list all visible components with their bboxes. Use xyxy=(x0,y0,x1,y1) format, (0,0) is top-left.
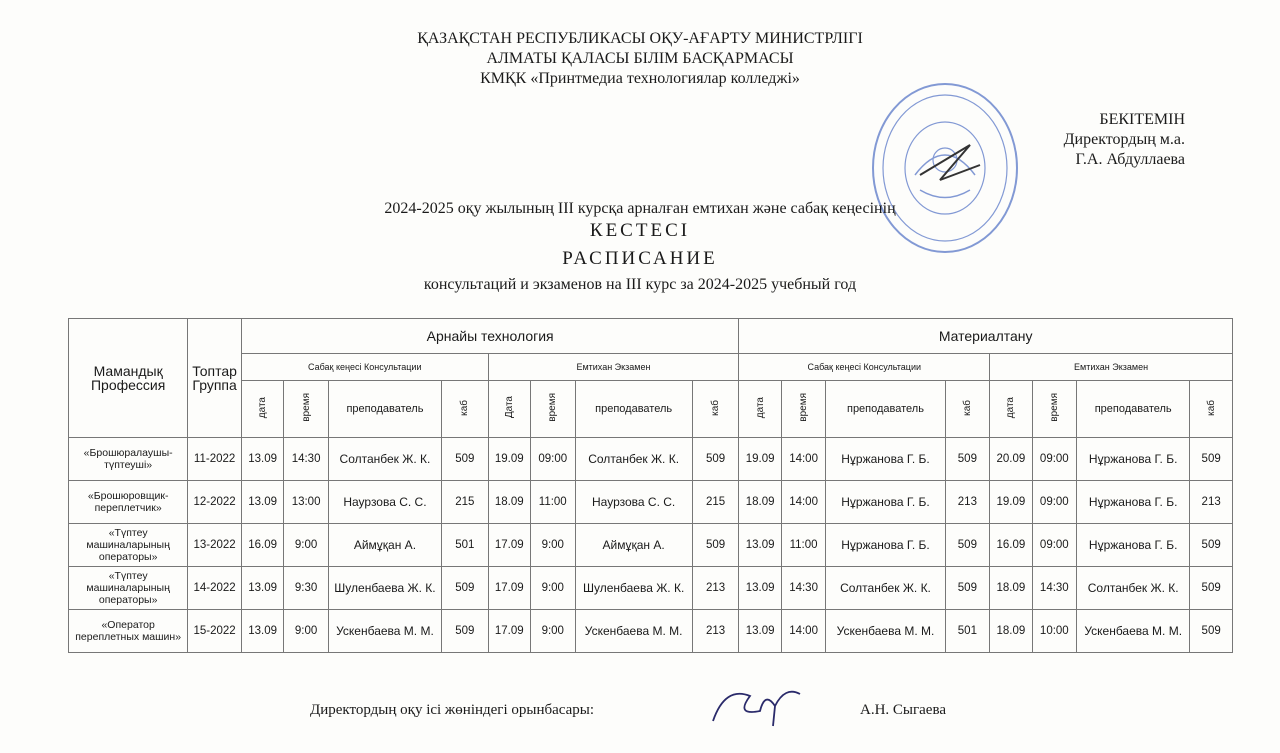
schedule-table xyxy=(68,318,1233,653)
approval-name: Г.А. Абдуллаева xyxy=(1075,151,1185,168)
table-cell: 509 xyxy=(945,524,989,567)
column-header: преподаватель xyxy=(328,381,441,438)
table-cell: «Брошюралаушы-түптеуші» xyxy=(69,438,188,481)
table-cell: Наурзова С. С. xyxy=(575,481,692,524)
column-header: время xyxy=(1032,381,1076,438)
table-cell: 509 xyxy=(442,610,489,653)
table-cell: 11-2022 xyxy=(188,438,242,481)
column-header: дата xyxy=(241,381,283,438)
table-cell: 09:00 xyxy=(1032,481,1076,524)
table-row xyxy=(69,567,1233,610)
table-cell: Шуленбаева Ж. К. xyxy=(328,567,441,610)
table-cell: Нұржанова Г. Б. xyxy=(826,438,945,481)
table-cell: 501 xyxy=(442,524,489,567)
table-cell: 509 xyxy=(442,438,489,481)
table-cell: 14:00 xyxy=(781,481,825,524)
table-cell: 13:00 xyxy=(284,481,328,524)
approval-position: Директордың м.а. xyxy=(1063,131,1185,148)
title-ru-line: консультаций и экзаменов на III курс за 2024-2025 учебный год xyxy=(423,276,857,293)
group-header: Топтар Группа xyxy=(188,319,242,438)
table-cell: 14:30 xyxy=(284,438,328,481)
table-cell: 18.09 xyxy=(488,481,530,524)
table-cell: 14:00 xyxy=(781,610,825,653)
title-ru-word: РАСПИСАНИЕ xyxy=(562,248,718,269)
table-cell: Аймұқан А. xyxy=(575,524,692,567)
table-cell: 12-2022 xyxy=(188,481,242,524)
department-line: АЛМАТЫ ҚАЛАСЫ БІЛІМ БАСҚАРМАСЫ xyxy=(486,50,794,67)
table-cell: Нұржанова Г. Б. xyxy=(826,524,945,567)
table-cell: 213 xyxy=(692,610,739,653)
table-cell: 213 xyxy=(945,481,989,524)
column-header: дата xyxy=(990,381,1032,438)
table-cell: Нұржанова Г. Б. xyxy=(1077,438,1190,481)
table-cell: 13.09 xyxy=(739,610,781,653)
table-cell: Аймұқан А. xyxy=(328,524,441,567)
table-cell: 14:30 xyxy=(1032,567,1076,610)
table-cell: 15-2022 xyxy=(188,610,242,653)
table-row xyxy=(69,610,1233,653)
table-cell: 14:30 xyxy=(781,567,825,610)
table-cell: 13.09 xyxy=(241,567,283,610)
table-cell: Нұржанова Г. Б. xyxy=(1077,524,1190,567)
table-cell: 16.09 xyxy=(241,524,283,567)
table-cell: «Оператор переплетных машин» xyxy=(69,610,188,653)
table-cell: 16.09 xyxy=(990,524,1032,567)
table-row xyxy=(69,438,1233,481)
table-cell: «Түптеу машиналарының операторы» xyxy=(69,567,188,610)
column-header: каб xyxy=(945,381,989,438)
table-cell: 13.09 xyxy=(241,438,283,481)
table-cell: 509 xyxy=(1190,438,1233,481)
column-header: преподаватель xyxy=(1077,381,1190,438)
table-cell: 509 xyxy=(1190,567,1233,610)
table-cell: Нұржанова Г. Б. xyxy=(826,481,945,524)
table-cell: 13-2022 xyxy=(188,524,242,567)
column-header: Дата xyxy=(488,381,530,438)
table-cell: 13.09 xyxy=(241,481,283,524)
table-cell: 509 xyxy=(1190,524,1233,567)
subject-header: Материалтану xyxy=(739,319,1233,354)
table-cell: 509 xyxy=(1190,610,1233,653)
table-cell: 509 xyxy=(945,567,989,610)
column-header: дата xyxy=(739,381,781,438)
table-cell: 9:00 xyxy=(531,524,575,567)
table-cell: 17.09 xyxy=(488,524,530,567)
column-header: каб xyxy=(442,381,489,438)
table-cell: 17.09 xyxy=(488,610,530,653)
table-cell: 9:00 xyxy=(284,524,328,567)
table-cell: Ускенбаева М. М. xyxy=(1077,610,1190,653)
table-cell: 509 xyxy=(442,567,489,610)
approval-block xyxy=(925,110,1185,170)
column-header: время xyxy=(781,381,825,438)
table-cell: 215 xyxy=(692,481,739,524)
table-cell: Нұржанова Г. Б. xyxy=(1077,481,1190,524)
column-header: время xyxy=(284,381,328,438)
table-cell: 09:00 xyxy=(1032,438,1076,481)
table-cell: 9:30 xyxy=(284,567,328,610)
deputy-name: А.Н. Сыгаева xyxy=(860,702,947,718)
table-cell: 13.09 xyxy=(241,610,283,653)
approval-title: БЕКІТЕМІН xyxy=(1099,111,1185,128)
deputy-position: Директордың оқу ісі жөніндегі орынбасары: xyxy=(310,702,595,718)
table-cell: 19.09 xyxy=(739,438,781,481)
column-header: преподаватель xyxy=(826,381,945,438)
ministry-line: ҚАЗАҚСТАН РЕСПУБЛИКАСЫ ОҚУ-АҒАРТУ МИНИСТРЛІГІ xyxy=(417,30,863,47)
table-cell: 215 xyxy=(442,481,489,524)
table-cell: 509 xyxy=(945,438,989,481)
college-line: КМҚК «Принтмедиа технологиялар колледжі» xyxy=(480,70,800,87)
table-row xyxy=(69,481,1233,524)
subject-header: Арнайы технология xyxy=(241,319,739,354)
table-cell: Солтанбек Ж. К. xyxy=(1077,567,1190,610)
table-cell: 18.09 xyxy=(990,610,1032,653)
title-kz-word: КЕСТЕСІ xyxy=(589,220,691,241)
table-cell: 18.09 xyxy=(739,481,781,524)
table-cell: 213 xyxy=(692,567,739,610)
table-cell: 213 xyxy=(1190,481,1233,524)
table-cell: Наурзова С. С. xyxy=(328,481,441,524)
title-kz-line: 2024-2025 оқу жылының III курсқа арналған емтихан және сабақ кеңесінің xyxy=(384,200,896,217)
table-cell: 19.09 xyxy=(990,481,1032,524)
table-cell: 14:00 xyxy=(781,438,825,481)
table-cell: 501 xyxy=(945,610,989,653)
column-header: преподаватель xyxy=(575,381,692,438)
table-cell: 09:00 xyxy=(1032,524,1076,567)
table-cell: 9:00 xyxy=(531,610,575,653)
table-cell: 18.09 xyxy=(990,567,1032,610)
table-cell: 19.09 xyxy=(488,438,530,481)
column-header: каб xyxy=(692,381,739,438)
table-cell: «Түптеу машиналарының операторы» xyxy=(69,524,188,567)
table-cell: Шуленбаева Ж. К. xyxy=(575,567,692,610)
table-cell: 09:00 xyxy=(531,438,575,481)
column-header: каб xyxy=(1190,381,1233,438)
table-cell: 9:00 xyxy=(531,567,575,610)
table-cell: Солтанбек Ж. К. xyxy=(575,438,692,481)
block-header: Емтихан Экзамен xyxy=(488,354,739,381)
table-cell: 9:00 xyxy=(284,610,328,653)
table-cell: 11:00 xyxy=(781,524,825,567)
table-cell: Ускенбаева М. М. xyxy=(328,610,441,653)
table-cell: 13.09 xyxy=(739,524,781,567)
block-header: Сабақ кеңесі Консультации xyxy=(241,354,488,381)
table-cell: «Брошюровщик-переплетчик» xyxy=(69,481,188,524)
table-cell: 20.09 xyxy=(990,438,1032,481)
table-cell: Ускенбаева М. М. xyxy=(575,610,692,653)
block-header: Емтихан Экзамен xyxy=(990,354,1233,381)
table-cell: 11:00 xyxy=(531,481,575,524)
table-cell: 509 xyxy=(692,438,739,481)
profession-header: Мамандық Профессия xyxy=(69,319,188,438)
table-cell: 17.09 xyxy=(488,567,530,610)
block-header: Сабақ кеңесі Консультации xyxy=(739,354,990,381)
table-row xyxy=(69,524,1233,567)
signature xyxy=(705,676,815,734)
table-cell: Ускенбаева М. М. xyxy=(826,610,945,653)
table-cell: Солтанбек Ж. К. xyxy=(328,438,441,481)
table-cell: 13.09 xyxy=(739,567,781,610)
column-header: время xyxy=(531,381,575,438)
table-cell: 14-2022 xyxy=(188,567,242,610)
table-cell: Солтанбек Ж. К. xyxy=(826,567,945,610)
table-cell: 10:00 xyxy=(1032,610,1076,653)
table-cell: 509 xyxy=(692,524,739,567)
